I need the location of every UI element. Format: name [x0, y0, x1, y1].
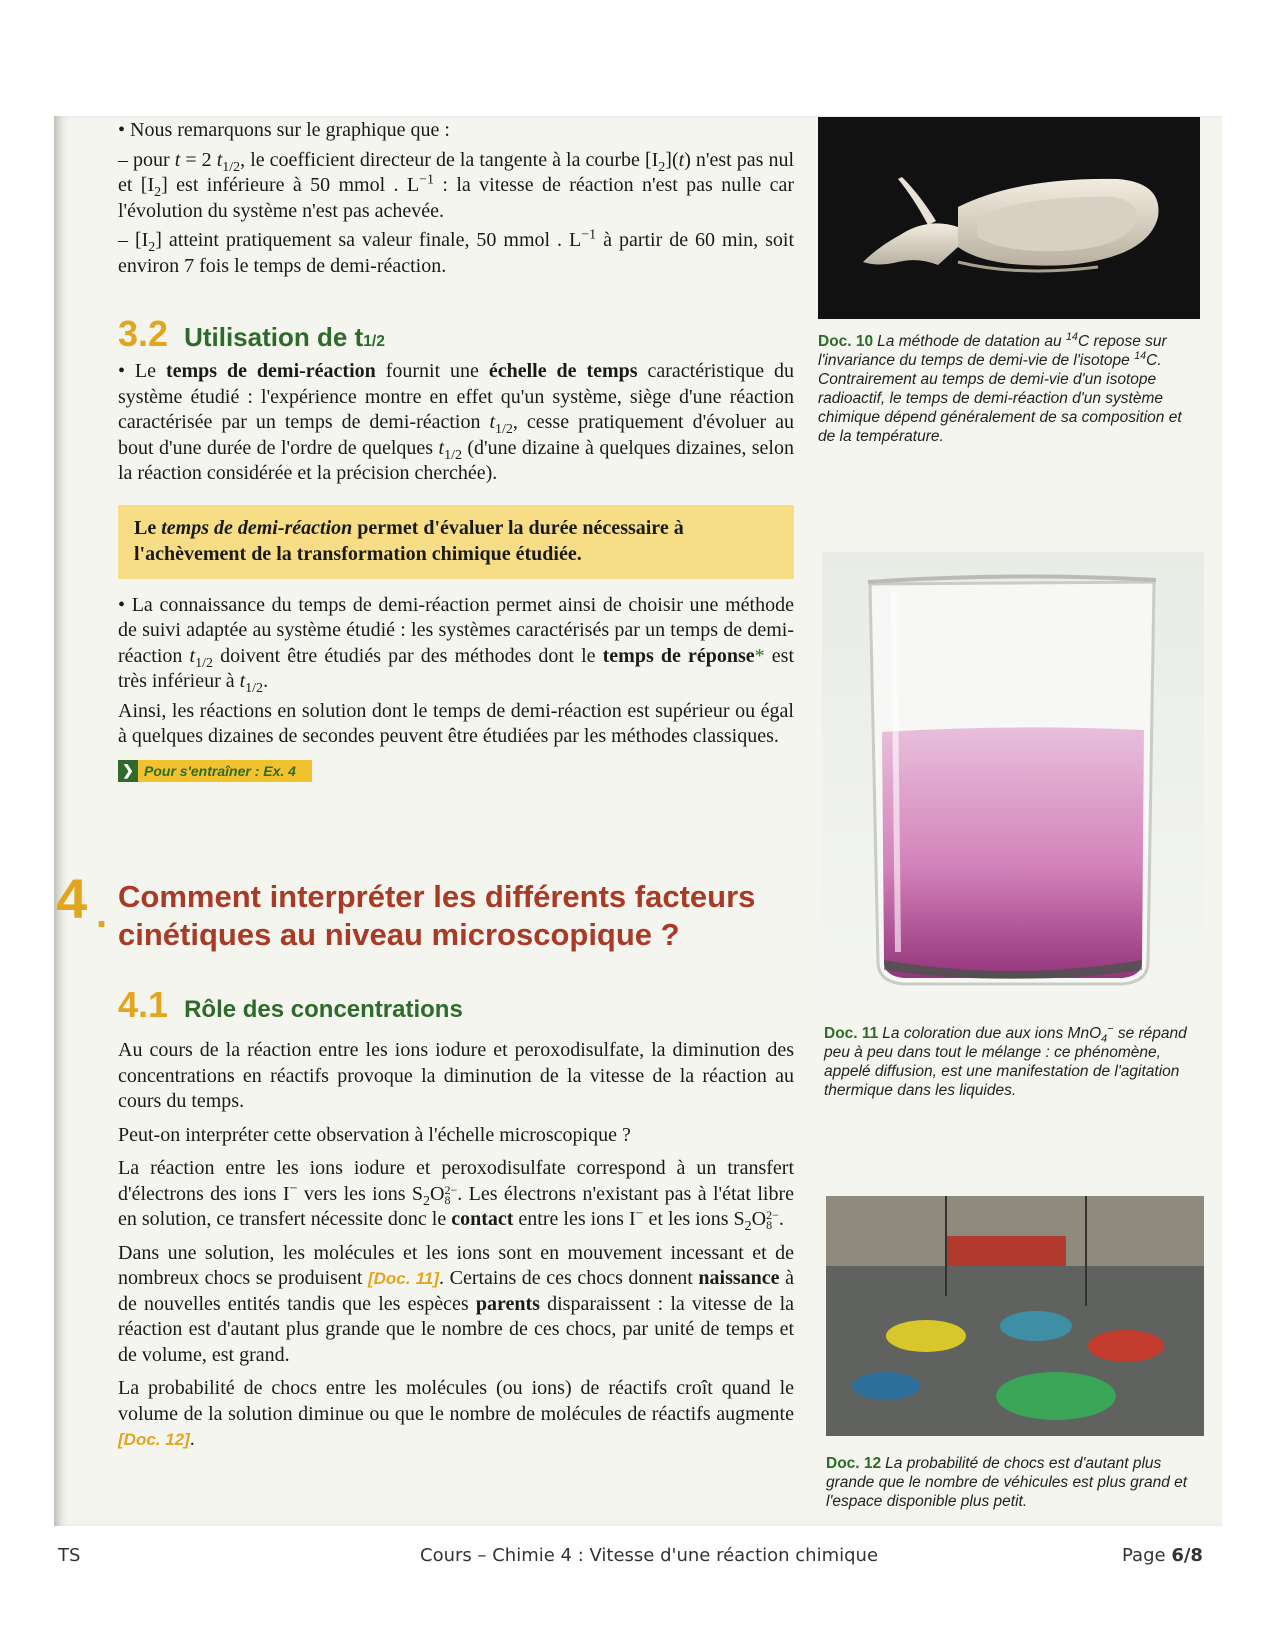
ivory-spoon-illustration [818, 117, 1200, 319]
section-4-title: Comment interpréter les différents facteurs cinétiques au niveau microscopique ? [118, 879, 756, 952]
section-4-1-paragraph-3: La réaction entre les ions iodure et peroxodisulfate correspond à un transfert d'électrons des ions I− vers les ions $S_2O$ 2− 8 . Les électrons n'existant pas à l'état libre en solution, ce transfert nécessite donc le contact entre les ions I− et les ions $S_2O$ 2− 8 . [118, 1157, 795, 1234]
intro-dash-1: – pour t = 2 $t_{1/2}$, le coefficient directeur de la tangente à la courbe $[I_2](t)$ n'est pas nul et $[I_2]$ est inférieure à 50 mmol . $L^{-1}$ : la vitesse de réaction n'est pas nulle car l'évolution du système n'est pas achevée. [118, 148, 795, 222]
section-4-number: 4 [56, 867, 88, 930]
section-3-2-paragraph-1: • Le temps de demi-réaction fournit une échelle de temps caractéristique du système étudié : l'expérience montre en effet qu'un système, siège d'une réaction caractérisée par un temps de demi-réaction $t_{1/2}$, cesse pratiquement d'évoluer au bout d'une durée de l'ordre de quelques $t_{1/2}$ (d'une dizaine à quelques dizaines, selon la réaction considérée et la précision cherchée). [118, 360, 795, 484]
left-column [118, 118, 794, 782]
doc-11-caption: Doc. 11 La coloration due aux ions MnO$_4$− se répand peu à peu dans tout le mélange : ce phénomène, appelé diffusion, est une manifestation de l'agitation thermique dans les liquides. [824, 1022, 1187, 1099]
intro-bullet: • Nous remarquons sur le graphique que : [118, 119, 450, 141]
key-statement-box: Le temps de demi-réaction permet d'évaluer la durée nécessaire à l'achèvement de la transformation chimique étudiée. [118, 505, 794, 579]
beaker-illustration [822, 552, 1204, 1006]
doc-10-photo [818, 117, 1200, 319]
section-4-1 [118, 984, 794, 1453]
bumper-cars-illustration [826, 1196, 1204, 1436]
intro-dash-2: – $[I_2]$ atteint pratiquement sa valeur finale, 50 mmol . $L^{-1}$ à partir de 60 min, soit environ 7 fois le temps de demi-réaction. [118, 227, 795, 277]
doc-12-photo [826, 1196, 1204, 1436]
section-4-1-paragraph-1: Au cours de la réaction entre les ions iodure et peroxodisulfate, la diminution des concentrations en réactifs provoque la diminution de la vitesse de la réaction au cours du temps. [118, 1039, 794, 1112]
footer-page: Page 6/8 [1122, 1545, 1203, 1566]
chevron-right-icon: ❯ [118, 760, 138, 782]
doc-11-photo [822, 552, 1204, 1006]
section-3-2-paragraph-3: Ainsi, les réactions en solution dont le temps de demi-réaction est supérieur ou égal à quelques dizaines de secondes peuvent être étudiées par les méthodes classiques. [118, 699, 794, 747]
doc-12-reference[interactable]: [Doc. 12] [118, 1430, 190, 1449]
doc-10-caption: Doc. 10 La méthode de datation au $^{14}$C repose sur l'invariance du temps de demi-vie de l'isotope $^{14}$C. Contrairement au temps de demi-vie d'un isotope radioactif, le temps de demi-réaction d'un système chimique dépend généralement de sa composition et de la température. [818, 330, 1182, 445]
footer-left: TS [58, 1545, 81, 1566]
exercise-link[interactable]: ❯ Pour s'entraîner : Ex. 4 [118, 760, 312, 782]
section-3-2-paragraph-2: • La connaissance du temps de demi-réaction permet ainsi de choisir une méthode de suivi adaptée au système étudié : les systèmes caractérisés par un temps de demi-réaction $t_{1/2}$ doivent être étudiés par des méthodes dont le temps de réponse* est très inférieur à $t_{1/2}$. [118, 593, 795, 696]
doc-12-caption: Doc. 12 La probabilité de chocs est d'autant plus grande que le nombre de véhicules est plus grand et l'espace disponible plus petit. [826, 1455, 1188, 1510]
section-3-2-heading: 3.2 Utilisation de t 1/2 [118, 313, 385, 354]
section-4-1-paragraph-5: La probabilité de chocs entre les molécules (ou ions) de réactifs croît quand le volume de la solution diminue ou que le nombre de molécules de réactifs augmente [Doc. 12]. [118, 1377, 794, 1450]
section-4-dot: . [96, 892, 108, 936]
footer-center: Cours – Chimie 4 : Vitesse d'une réaction chimique [420, 1545, 879, 1566]
section-4-1-paragraph-4: Dans une solution, les molécules et les ions sont en mouvement incessant et de nombreux chocs se produisent [Doc. 11]. Certains de ces chocs donnent naissance à de nouvelles entités tandis que les espèces parents disparaissent : la vitesse de la réaction est d'autant plus grande que le nombre de ces chocs, par unité de temps et de volume, est grand. [118, 1241, 795, 1366]
section-4-1-heading: 4.1 Rôle des concentrations [118, 984, 463, 1025]
section-4 [56, 867, 796, 954]
section-4-1-paragraph-2: Peut-on interpréter cette observation à l'échelle microscopique ? [118, 1123, 631, 1146]
doc-11-reference[interactable]: [Doc. 11] [367, 1269, 440, 1288]
